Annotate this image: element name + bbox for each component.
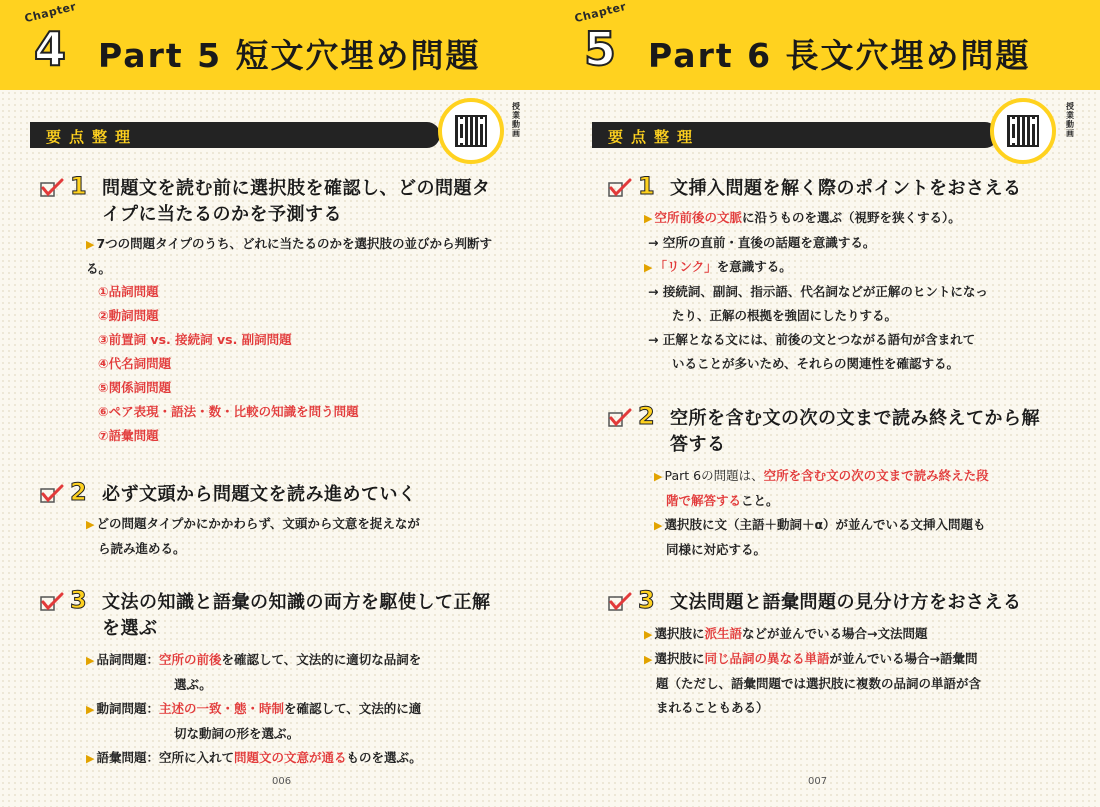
point-heading: 文法の知識と語彙の知識の両方を駆使して正解を選ぶ (102, 592, 491, 639)
point-item-2 (40, 478, 510, 562)
list-item: ④代名詞問題 (98, 356, 172, 371)
point-item-3 (40, 586, 510, 770)
triangle-bullet-icon: ▶ (86, 752, 95, 765)
point-body: ▶ 品詞問題：空所の前後を確認して、文法的に適切な品詞を 選ぶ。 ▶ 動詞問題：主述の一致・態・時制を確認して、文法的に適 切な動詞の形を選ぶ。 ▶ 語彙問題：空所に入れて問題文の文意が通るものを選ぶ。 (86, 652, 422, 765)
page-number: 007 (808, 776, 828, 787)
section-bar (592, 122, 998, 148)
point-heading: 空所を含む文の次の文まで読み終えてから解答する (670, 408, 1040, 455)
qr-code-badge[interactable] (990, 98, 1056, 164)
point-number: 1 (638, 172, 655, 200)
point-number: 3 (70, 586, 87, 614)
point-item-3 (608, 586, 1078, 730)
point-body: ▶ Part 6の問題は、空所を含む文の次の文まで読み終えた段 階で解答すること。 ▶ 選択肢に文（主語＋動詞＋α）が並んでいる文挿入問題も 同様に対応する。 (654, 468, 989, 557)
qr-label: 授業動画 (1066, 102, 1074, 138)
triangle-bullet-icon: ▶ (644, 653, 653, 666)
checkmark-icon (40, 178, 64, 198)
page-title: Part 6 長文穴埋め問題 (648, 36, 1031, 75)
list-item: ①品詞問題 (98, 284, 159, 299)
point-number: 3 (638, 586, 655, 614)
triangle-bullet-icon: ▶ (644, 628, 653, 641)
section-label: 要点整理 (608, 128, 701, 146)
chapter-banner (550, 0, 1100, 90)
point-item-1 (608, 172, 1078, 386)
point-body: ▶ 7つの問題タイプのうち、どれに当たるのかを選択肢の並びから判断する。 (86, 236, 493, 276)
point-body: ▶ 選択肢に派生語などが並んでいる場合→文法問題 ▶ 選択肢に同じ品詞の異なる単語が並んでいる場合→語彙問 題（ただし、語彙問題では選択肢に複数の品詞の単語が含 まれることもある） (644, 626, 982, 715)
checkmark-icon (40, 592, 64, 612)
point-heading: 文法問題と語彙問題の見分け方をおさえる (670, 592, 1022, 613)
point-body: ▶ どの問題タイプかにかかわらず、文頭から文意を捉えなが ら読み進める。 (86, 516, 420, 556)
point-item-2 (608, 402, 1078, 566)
checkmark-icon (608, 408, 632, 428)
page-number: 006 (272, 776, 292, 787)
right-page (550, 0, 1100, 807)
checkmark-icon (40, 484, 64, 504)
checkmark-icon (608, 178, 632, 198)
triangle-bullet-icon: ▶ (654, 519, 663, 532)
point-number: 1 (70, 172, 87, 200)
checkmark-icon (608, 592, 632, 612)
triangle-bullet-icon: ▶ (654, 470, 663, 483)
chapter-label: Chapter (23, 0, 78, 26)
section-bar (30, 122, 440, 148)
point-heading: 問題文を読む前に選択肢を確認し、どの問題タイプに当たるのかを予測する (102, 178, 491, 225)
point-number: 2 (70, 478, 87, 506)
triangle-bullet-icon: ▶ (86, 238, 95, 251)
chapter-number: 5 (584, 22, 617, 76)
list-item: ②動詞問題 (98, 308, 159, 323)
list-item: ⑥ペア表現・語法・数・比較の知識を問う問題 (98, 404, 359, 419)
triangle-bullet-icon: ▶ (86, 518, 95, 531)
triangle-bullet-icon: ▶ (86, 703, 95, 716)
point-item-1 (40, 172, 510, 456)
qr-code-icon (1007, 115, 1039, 147)
triangle-bullet-icon: ▶ (644, 212, 653, 225)
page-title: Part 5 短文穴埋め問題 (98, 36, 481, 75)
section-label: 要点整理 (46, 128, 139, 146)
triangle-bullet-icon: ▶ (86, 654, 95, 667)
chapter-number: 4 (34, 22, 67, 76)
qr-code-badge[interactable] (438, 98, 504, 164)
point-body: ▶ 空所前後の文脈に沿うものを選ぶ（視野を狭くする）。 → 空所の直前・直後の話題を意識する。 ▶ 「リンク」を意識する。 → 接続詞、副詞、指示語、代名詞などが正解のヒントになっ たり、正解の根拠を強固にしたりする。 → 正解となる文には、前後の文とつながる語句が含まれて いることが多いため、それらの関連性を確認する。 (644, 210, 988, 371)
list-item: ⑦語彙問題 (98, 428, 159, 443)
point-heading: 文挿入問題を解く際のポイントをおさえる (670, 178, 1022, 199)
triangle-bullet-icon: ▶ (644, 261, 653, 274)
chapter-banner (0, 0, 550, 90)
qr-code-icon (455, 115, 487, 147)
list-item: ⑤関係詞問題 (98, 380, 172, 395)
point-number: 2 (638, 402, 655, 430)
qr-label: 授業動画 (512, 102, 520, 138)
point-heading: 必ず文頭から問題文を読み進めていく (102, 484, 417, 505)
list-item: ③前置詞 vs. 接続詞 vs. 副詞問題 (98, 332, 292, 347)
type-list (98, 280, 359, 448)
chapter-label: Chapter (573, 0, 628, 26)
